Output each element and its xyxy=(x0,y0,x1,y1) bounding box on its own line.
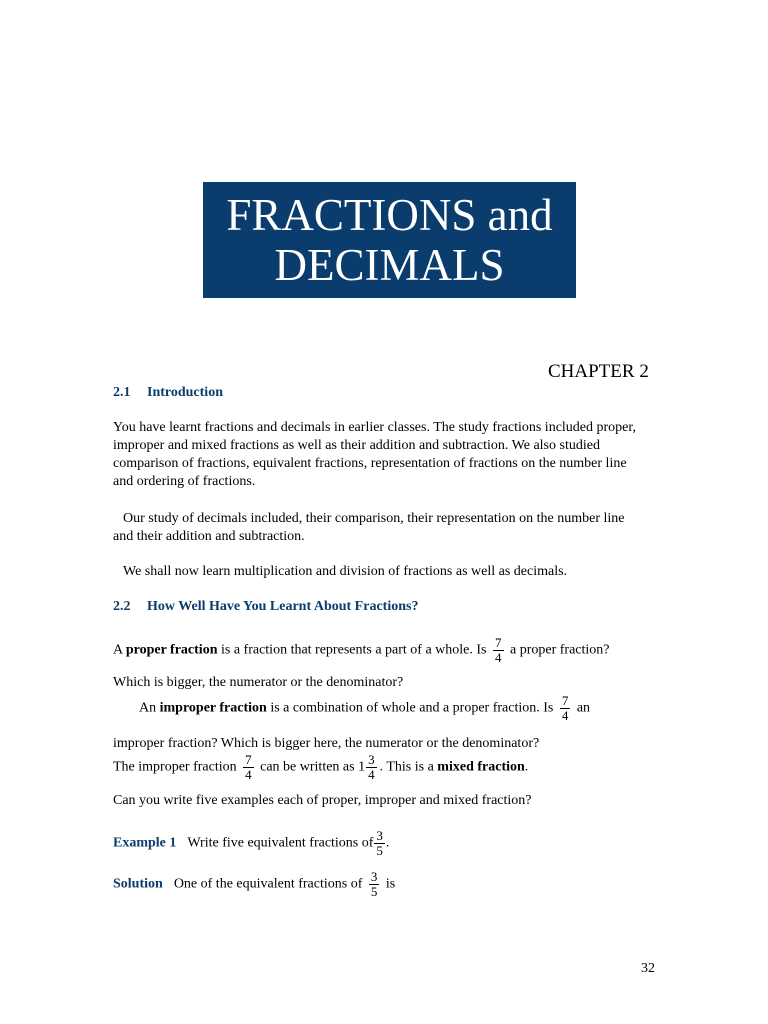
numerator: 7 xyxy=(245,752,252,767)
chapter-title-banner xyxy=(203,182,576,298)
text: . xyxy=(385,835,390,851)
mixed-whole: 1 xyxy=(358,759,366,775)
intro-paragraph-1: You have learnt fractions and decimals in earlier classes. The study fractions included proper, improper and mixed fractions as well as their addition and subtraction. We also studied comparison of fractions, equivalent fractions, representation of fractions on the number line and ordering of fractions. xyxy=(113,420,636,489)
section-heading-2-2 xyxy=(113,599,418,615)
numerator: 3 xyxy=(368,752,375,767)
improper-fraction-line xyxy=(139,694,590,723)
page-number: 32 xyxy=(641,961,655,976)
numerator: 3 xyxy=(376,828,383,843)
denominator: 4 xyxy=(495,650,502,665)
denominator: 4 xyxy=(561,708,569,723)
text: is a fraction that represents a part of a whole. Is xyxy=(217,642,490,658)
text: . This is a xyxy=(379,759,438,775)
text: can be written as xyxy=(256,759,359,775)
text: is xyxy=(382,876,396,892)
numerator: 7 xyxy=(495,635,502,650)
term-proper-fraction: proper fraction xyxy=(125,642,218,658)
mixed-fraction-line xyxy=(113,753,528,782)
solution-text: One of the equivalent fractions of xyxy=(173,876,366,892)
improper-question-line: improper fraction? Which is bigger here, the numerator or the denominator? xyxy=(113,736,540,751)
example-label: Example 1 xyxy=(113,835,177,851)
numerator: 3 xyxy=(370,869,378,884)
solution xyxy=(113,870,395,899)
denominator: 5 xyxy=(376,843,383,858)
chapter-label: CHAPTER 2 xyxy=(548,361,649,382)
text: is a combination of whole and a proper fraction. Is xyxy=(266,700,557,716)
intro-paragraph-2: Our study of decimals included, their comparison, their representation on the number line and their addition and subtraction. xyxy=(113,511,625,544)
denominator: 4 xyxy=(245,767,252,782)
text: . xyxy=(524,759,529,775)
fraction-3-5 xyxy=(369,870,380,899)
exercise-prompt-line: Can you write five examples each of proper, improper and mixed fraction? xyxy=(113,793,532,808)
example-1 xyxy=(113,829,389,858)
section-title: How Well Have You Learnt About Fractions? xyxy=(147,599,419,614)
section-heading-2-1 xyxy=(113,385,223,401)
text: a proper fraction? xyxy=(506,642,610,658)
denominator: 4 xyxy=(368,767,375,782)
fraction-3-4 xyxy=(366,753,377,782)
section-number: 2.2 xyxy=(113,599,131,614)
denominator: 5 xyxy=(370,884,378,899)
numerator: 7 xyxy=(561,693,569,708)
fraction-7-4 xyxy=(493,636,504,665)
text: The improper fraction xyxy=(113,759,241,775)
fraction-3-5 xyxy=(374,829,385,858)
question-line: Which is bigger, the numerator or the denominator? xyxy=(113,675,404,690)
intro-paragraph-3: We shall now learn multiplication and division of fractions as well as decimals. xyxy=(123,564,568,579)
term-improper-fraction: improper fraction xyxy=(159,700,267,716)
text: A xyxy=(113,642,126,658)
term-mixed-fraction: mixed fraction xyxy=(437,759,525,775)
solution-label: Solution xyxy=(113,876,163,892)
section-title: Introduction xyxy=(147,385,223,400)
title-line-1: FRACTIONS and xyxy=(226,190,553,240)
section-number: 2.1 xyxy=(113,385,131,400)
text: an xyxy=(573,700,591,716)
proper-fraction-line xyxy=(113,636,610,665)
fraction-7-4 xyxy=(243,753,254,782)
title-line-2: DECIMALS xyxy=(274,240,505,290)
text: An xyxy=(139,700,160,716)
example-text: Write five equivalent fractions of xyxy=(187,835,374,851)
fraction-7-4 xyxy=(560,694,571,723)
